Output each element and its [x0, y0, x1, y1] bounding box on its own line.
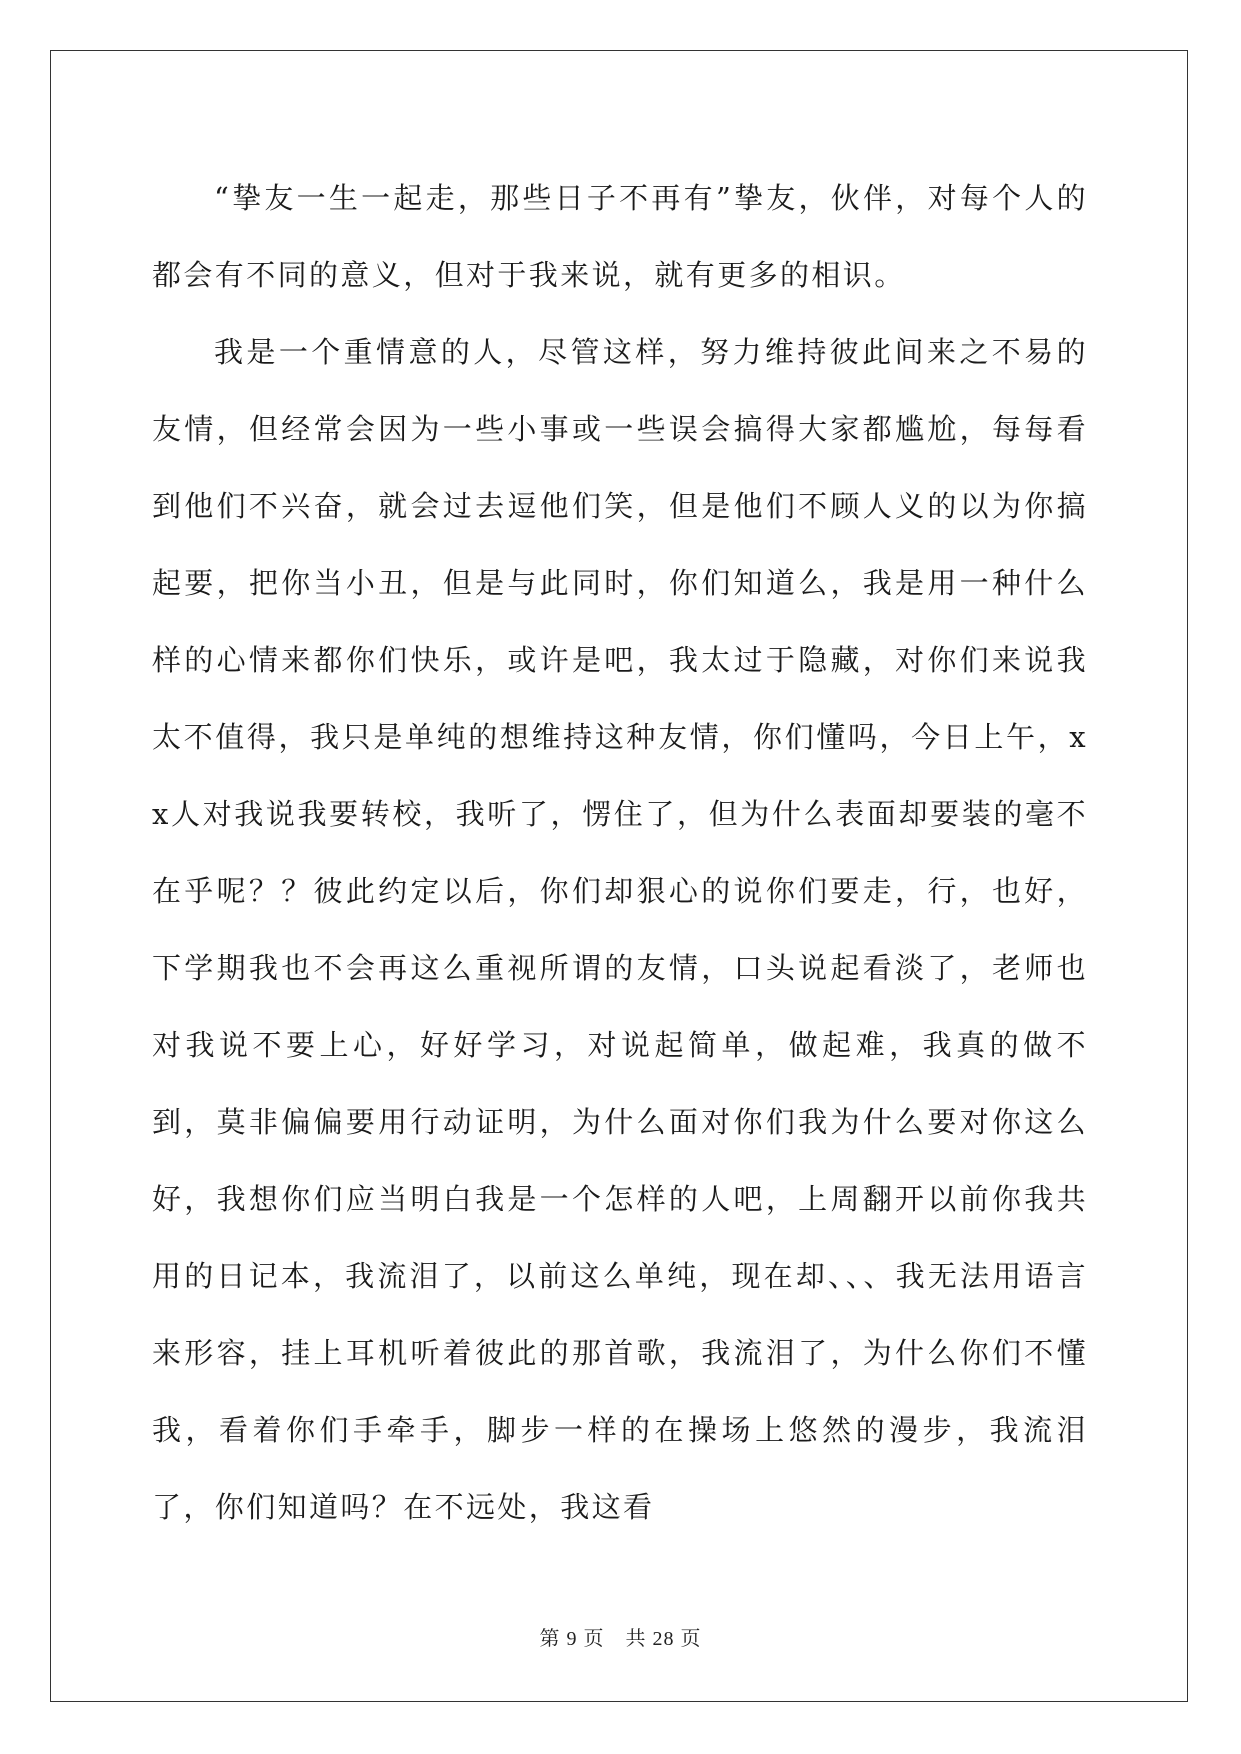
document-body	[152, 160, 1088, 1546]
page-number-footer: 第 9 页 共 28 页	[539, 1628, 702, 1650]
paragraph-2: 我是一个重情意的人，尽管这样，努力维持彼此间来之不易的友情，但经常会因为一些小事或一些误会搞得大家都尴尬，每每看到他们不兴奋，就会过去逗他们笑，但是他们不顾人义的以为你搞起要，把你当小丑，但是与此同时，你们知道么，我是用一种什么样的心情来都你们快乐，或许是吧，我太过于隐藏，对你们来说我太不值得，我只是单纯的想维持这种友情，你们懂吗，今日上午，xx人对我说我要转校，我听了，愣住了，但为什么表面却要装的毫不在乎呢？？彼此约定以后，你们却狠心的说你们要走，行，也好，下学期我也不会再这么重视所谓的友情，口头说起看淡了，老师也对我说不要上心，好好学习，对说起简单，做起难，我真的做不到，莫非偏偏要用行动证明，为什么面对你们我为什么要对你这么好，我想你们应当明白我是一个怎样的人吧，上周翻开以前你我共用的日记本，我流泪了，以前这么单纯，现在却、、、我无法用语言来形容，挂上耳机听着彼此的那首歌，我流泪了，为什么你们不懂我，看着你们手牵手，脚步一样的在操场上悠然的漫步，我流泪了，你们知道吗？在不远处，我这看	[152, 335, 1088, 1524]
paragraph-1: “挚友一生一起走，那些日子不再有”挚友，伙伴，对每个人的都会有不同的意义，但对于我来说，就有更多的相识。	[152, 181, 1088, 292]
